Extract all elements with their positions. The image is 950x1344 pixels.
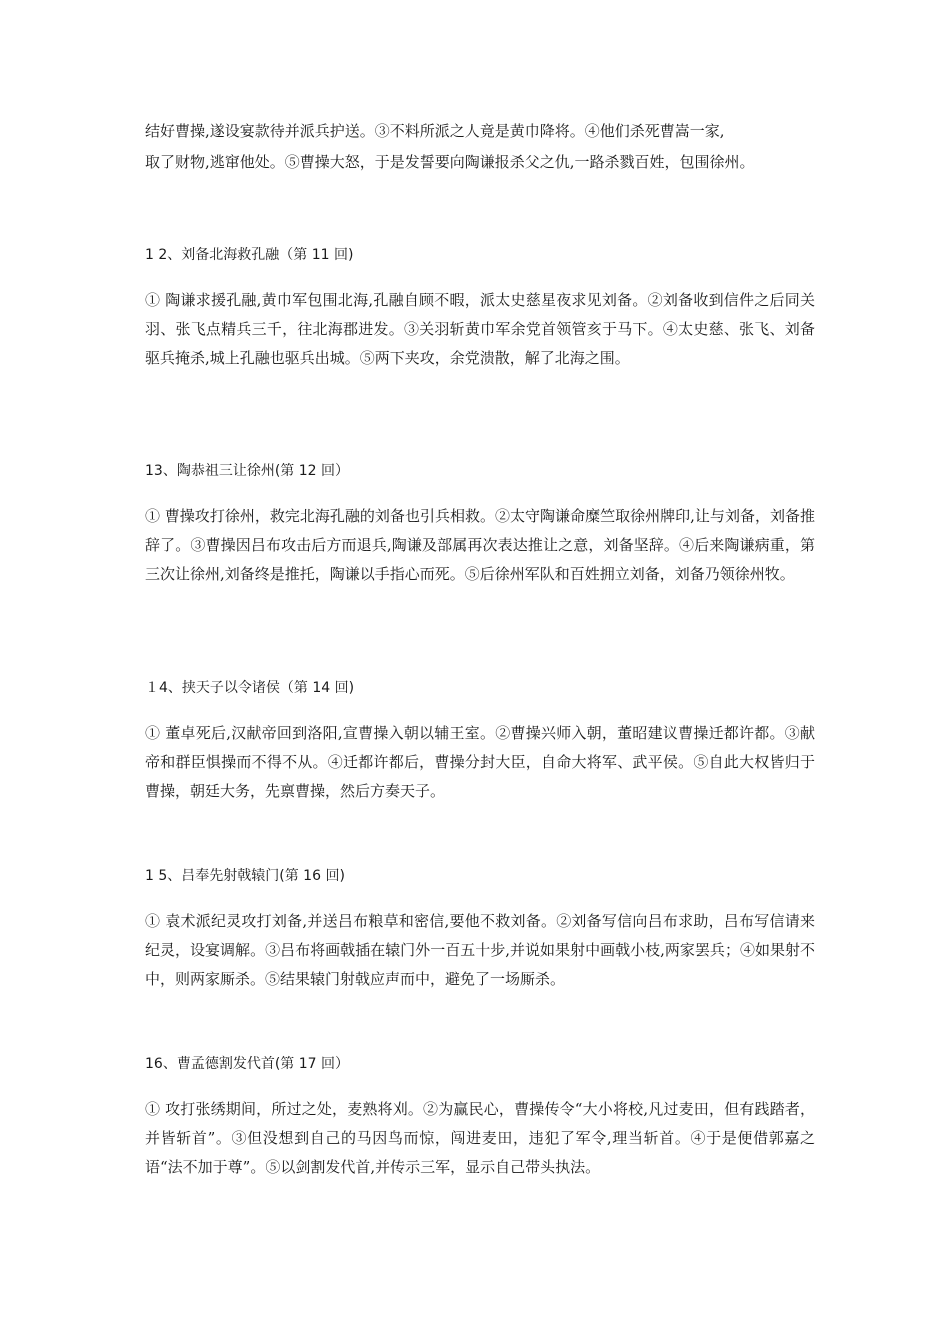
section-heading: １4、挟天子以令诸侯（第 14 回) [145, 680, 355, 696]
section-13 [145, 460, 815, 589]
section-12 [145, 244, 815, 373]
section-body: ① 攻打张绣期间，所过之处，麦熟将刈。②为赢民心，曹操传令“大小将校,凡过麦田，但有践踏者，并皆斩首”。③但没想到自己的马因鸟而惊，闯进麦田，违犯了军令,理当斩首。④于是便借郭嘉之语“法不加于尊”。⑤以剑割发代首,并传示三军，显示自己带头执法。 [145, 1100, 815, 1176]
section-heading: 13、陶恭祖三让徐州(第 12 回） [145, 463, 349, 479]
intro-line-2: 取了财物,逃窜他处。⑤曹操大怒，于是发誓要向陶谦报杀父之仇,一路杀戮百姓，包围徐州。 [145, 153, 755, 171]
section-heading: 16、曹孟德割发代首(第 17 回） [145, 1056, 349, 1072]
document-page [145, 116, 815, 1176]
intro-line-1: 结好曹操,遂设宴款待并派兵护送。③不料所派之人竟是黄巾降将。④他们杀死曹嵩一家, [145, 122, 725, 140]
section-body: ① 董卓死后,汉献帝回到洛阳,宣曹操入朝以辅王室。②曹操兴师入朝，董昭建议曹操迁都许都。③献帝和群臣惧操而不得不从。④迁都许都后，曹操分封大臣，自命大将军、武平侯。⑤自此大权皆归于曹操，朝廷大务，先禀曹操，然后方奏天子。 [145, 724, 815, 800]
section-body: ① 袁术派纪灵攻打刘备,并送吕布粮草和密信,要他不救刘备。②刘备写信向吕布求助，吕布写信请来纪灵，设宴调解。③吕布将画戟插在辕门外一百五十步,并说如果射中画戟小枝,两家罢兵；④如果射不中，则两家厮杀。⑤结果辕门射戟应声而中，避免了一场厮杀。 [145, 912, 815, 988]
intro-paragraph [145, 116, 815, 178]
section-heading: 1 5、吕奉先射戟辕门(第 16 回) [145, 868, 345, 884]
section-body: ① 曹操攻打徐州，救完北海孔融的刘备也引兵相救。②太守陶谦命糜竺取徐州牌印,让与刘备，刘备推辞了。③曹操因吕布攻击后方而退兵,陶谦及部属再次表达推让之意，刘备坚辞。④后来陶谦病重，第三次让徐州,刘备终是推托，陶谦以手指心而死。⑤后徐州军队和百姓拥立刘备，刘备乃领徐州牧。 [145, 507, 815, 583]
section-15 [145, 865, 815, 994]
section-14 [145, 677, 815, 806]
section-heading: 1 2、刘备北海救孔融（第 11 回) [145, 247, 354, 263]
section-16 [145, 1053, 815, 1182]
section-body: ① 陶谦求援孔融,黄巾军包围北海,孔融自顾不暇，派太史慈星夜求见刘备。②刘备收到信件之后同关羽、张飞点精兵三千，往北海郡进发。③关羽斩黄巾军余党首领管亥于马下。④太史慈、张飞、刘备驱兵掩杀,城上孔融也驱兵出城。⑤两下夹攻，余党溃散，解了北海之围。 [145, 291, 815, 367]
